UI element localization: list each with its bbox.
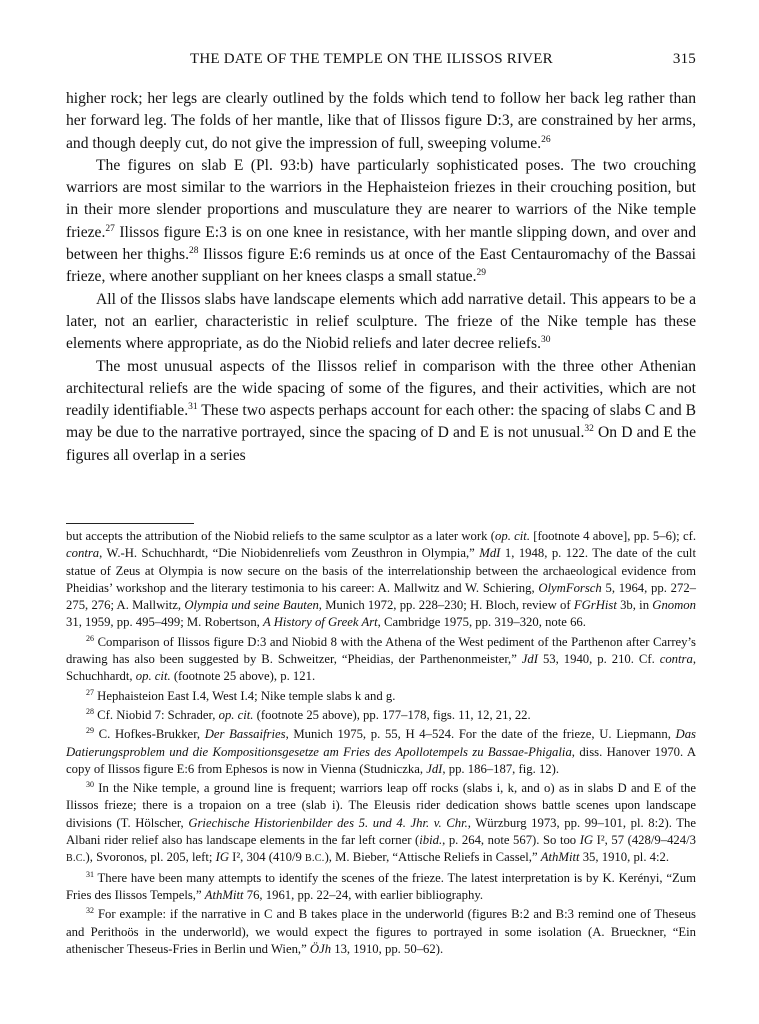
footnote-ref: 27 xyxy=(105,223,115,234)
footnote-ref: 28 xyxy=(188,246,199,257)
page-number: 315 xyxy=(672,51,696,67)
footnote-ref: 30 xyxy=(540,335,551,346)
text-run: The figures on slab E (Pl. 93:b) have particularly sophisticated poses. The two crouching warriors are most similar to the warriors in the Hephaisteion friezes in their crouching position, but in their more slender proportions and musculature they are nearer to warriors of the Nike temple frieze. xyxy=(66,156,696,241)
text-run: On D and E the figures all overlap in a series xyxy=(66,424,696,464)
footnote-30: $^{30}$ In the Nike temple, a ground line is frequent; warriors leap off rocks (slabs i, k, and o) as in slabs D and E of the Ilissos frieze; there is a tropaion on a tree (slab i). The Eleusis rider dedication shows battle scenes upon landscape divisions (T. Hölscher, Griechische Historienbilder des 5. und 4. Jhr. v. Chr., Würzburg 1973, pp. 99–101, pl. 8:2). The Albani rider relief also has landscape elements in the far left corner (ibid., p. 264, note 567). So too IG I², 57 (428/9–424/3 B.C.), Svoronos, pl. 205, left; IG I², 304 (410/9 B.C.), M. Bieber, “Attische Reliefs in Cassel,” AthMitt 35, 1910, pl. 4:2. xyxy=(66,780,696,865)
footnotes xyxy=(66,528,696,960)
paragraph xyxy=(66,356,696,467)
footnote-26: $^{26}$ Comparison of Ilissos figure D:3 and Niobid 8 with the Athena of the West pediment of the Parthenon after Carrey’s drawing has also been suggested by B. Schweitzer, “Pheidias, der Parthenonmeister,” JdI 53, 1940, p. 210. Cf. contra, Schuchhardt, op. cit. (footnote 25 above), p. 121. xyxy=(66,633,696,684)
running-header xyxy=(66,51,696,71)
text-run: These two aspects perhaps account for each other: the spacing of slabs C and B may be due to the narrative portrayed, since the spacing of D and E is not unusual. xyxy=(66,402,696,442)
paragraph xyxy=(66,289,696,356)
footnote-ref: 29 xyxy=(476,268,486,279)
main-text xyxy=(66,88,696,467)
footnote-31: $^{31}$ There have been many attempts to identify the scenes of the frieze. The latest interpretation is by K. Kerényi, “Zum Fries des Ilissos Tempels,” AthMitt 76, 1961, pp. 22–24, with earlier bibliography. xyxy=(66,869,696,902)
running-title: THE DATE OF THE TEMPLE ON THE ILISSOS RIVER xyxy=(190,51,553,67)
footnote-rule xyxy=(66,523,194,524)
footnote-29: $^{29}$ C. Hofkes-Brukker, Der Bassaifries, Munich 1975, p. 55, H 4–524. For the date of the frieze, U. Liepmann, Das Datierungsproblem und die Kompositionsgesetze am Fries des Apollotempels zu Bassae-Phigalia, diss. Hanover 1970. A copy of Ilissos figure E:6 from Ephesos is now in Vienna (Studniczka, JdI, pp. 186–187, fig. 12). xyxy=(66,726,696,776)
text-run: All of the Ilissos slabs have landscape elements which add narrative detail. This appears to be a later, not an earlier, characteristic in relief sculpture. The frieze of the Nike temple has these elements where appropriate, as do the Niobid reliefs and later decree reliefs. xyxy=(66,290,696,353)
paragraph xyxy=(66,155,696,289)
text-run: The most unusual aspects of the Ilissos relief in comparison with the three other Athenian architectural reliefs are the wide spacing of some of the figures, and their activities, which are not readily identifiable. xyxy=(66,357,696,420)
footnote-ref: 26 xyxy=(541,134,551,145)
paragraph xyxy=(66,88,696,155)
footnote-28: $^{28}$ Cf. Niobid 7: Schrader, op. cit. (footnote 25 above), pp. 177–178, figs. 11, 12, 21, 22. xyxy=(86,706,531,722)
text-run: Ilissos figure E:6 reminds us at once of the East Centauromachy of the Bassai frieze, where another suppliant on her knees clasps a small statue. xyxy=(66,246,696,286)
footnote-ref: 31 xyxy=(188,402,198,413)
footnote-27: $^{27}$ Hephaisteion East I.4, West I.4; Nike temple slabs k and g. xyxy=(86,687,396,703)
footnote-ref: 32 xyxy=(584,424,594,435)
text-run: Ilissos figure E:3 is on one knee in resistance, with her mantle slipping down, and over and between her thighs. xyxy=(66,223,696,264)
footnote-25-continued: but accepts the attribution of the Niobid reliefs to the same sculptor as a later work (op. cit. [footnote 4 above], pp. 5–6); cf. contra, W.-H. Schuchhardt, “Die Niobidenreliefs vom Zeusthron in Olympia,” MdI 1, 1948, p. 122. The date of the cult statue of Zeus at Olympia is now secure on the basis of the interrelationship between the archaeological evidence from Pheidias’ workshop and the literary testimonia to his career: A. Mallwitz and W. Schiering, OlymForsch 5, 1964, pp. 272–275, 276; A. Mallwitz, Olympia und seine Bauten, Munich 1972, pp. 228–230; H. Bloch, review of FGrHist 3b, in Gnomon 31, 1959, pp. 495–499; M. Robertson, A History of Greek Art, Cambridge 1975, pp. 319–320, note 66. xyxy=(66,529,697,630)
footnote-32: $^{32}$ For example: if the narrative in C and B takes place in the underworld (figures B:2 and B:3 remind one of Theseus and Perithoös in the underworld), we would expect the figures to portrayed in some isolation (A. Brueckner, “Ein athenischer Theseus-Fries in Berlin und Wien,” ÖJh 13, 1910, pp. 50–62). xyxy=(66,906,696,956)
text-run: higher rock; her legs are clearly outlined by the folds which tend to follow her back leg rather than her forward leg. The folds of her mantle, like that of Ilissos figure D:3, are constrained by her arms, and though deeply cut, do not give the impression of full, sweeping volume. xyxy=(66,90,696,152)
